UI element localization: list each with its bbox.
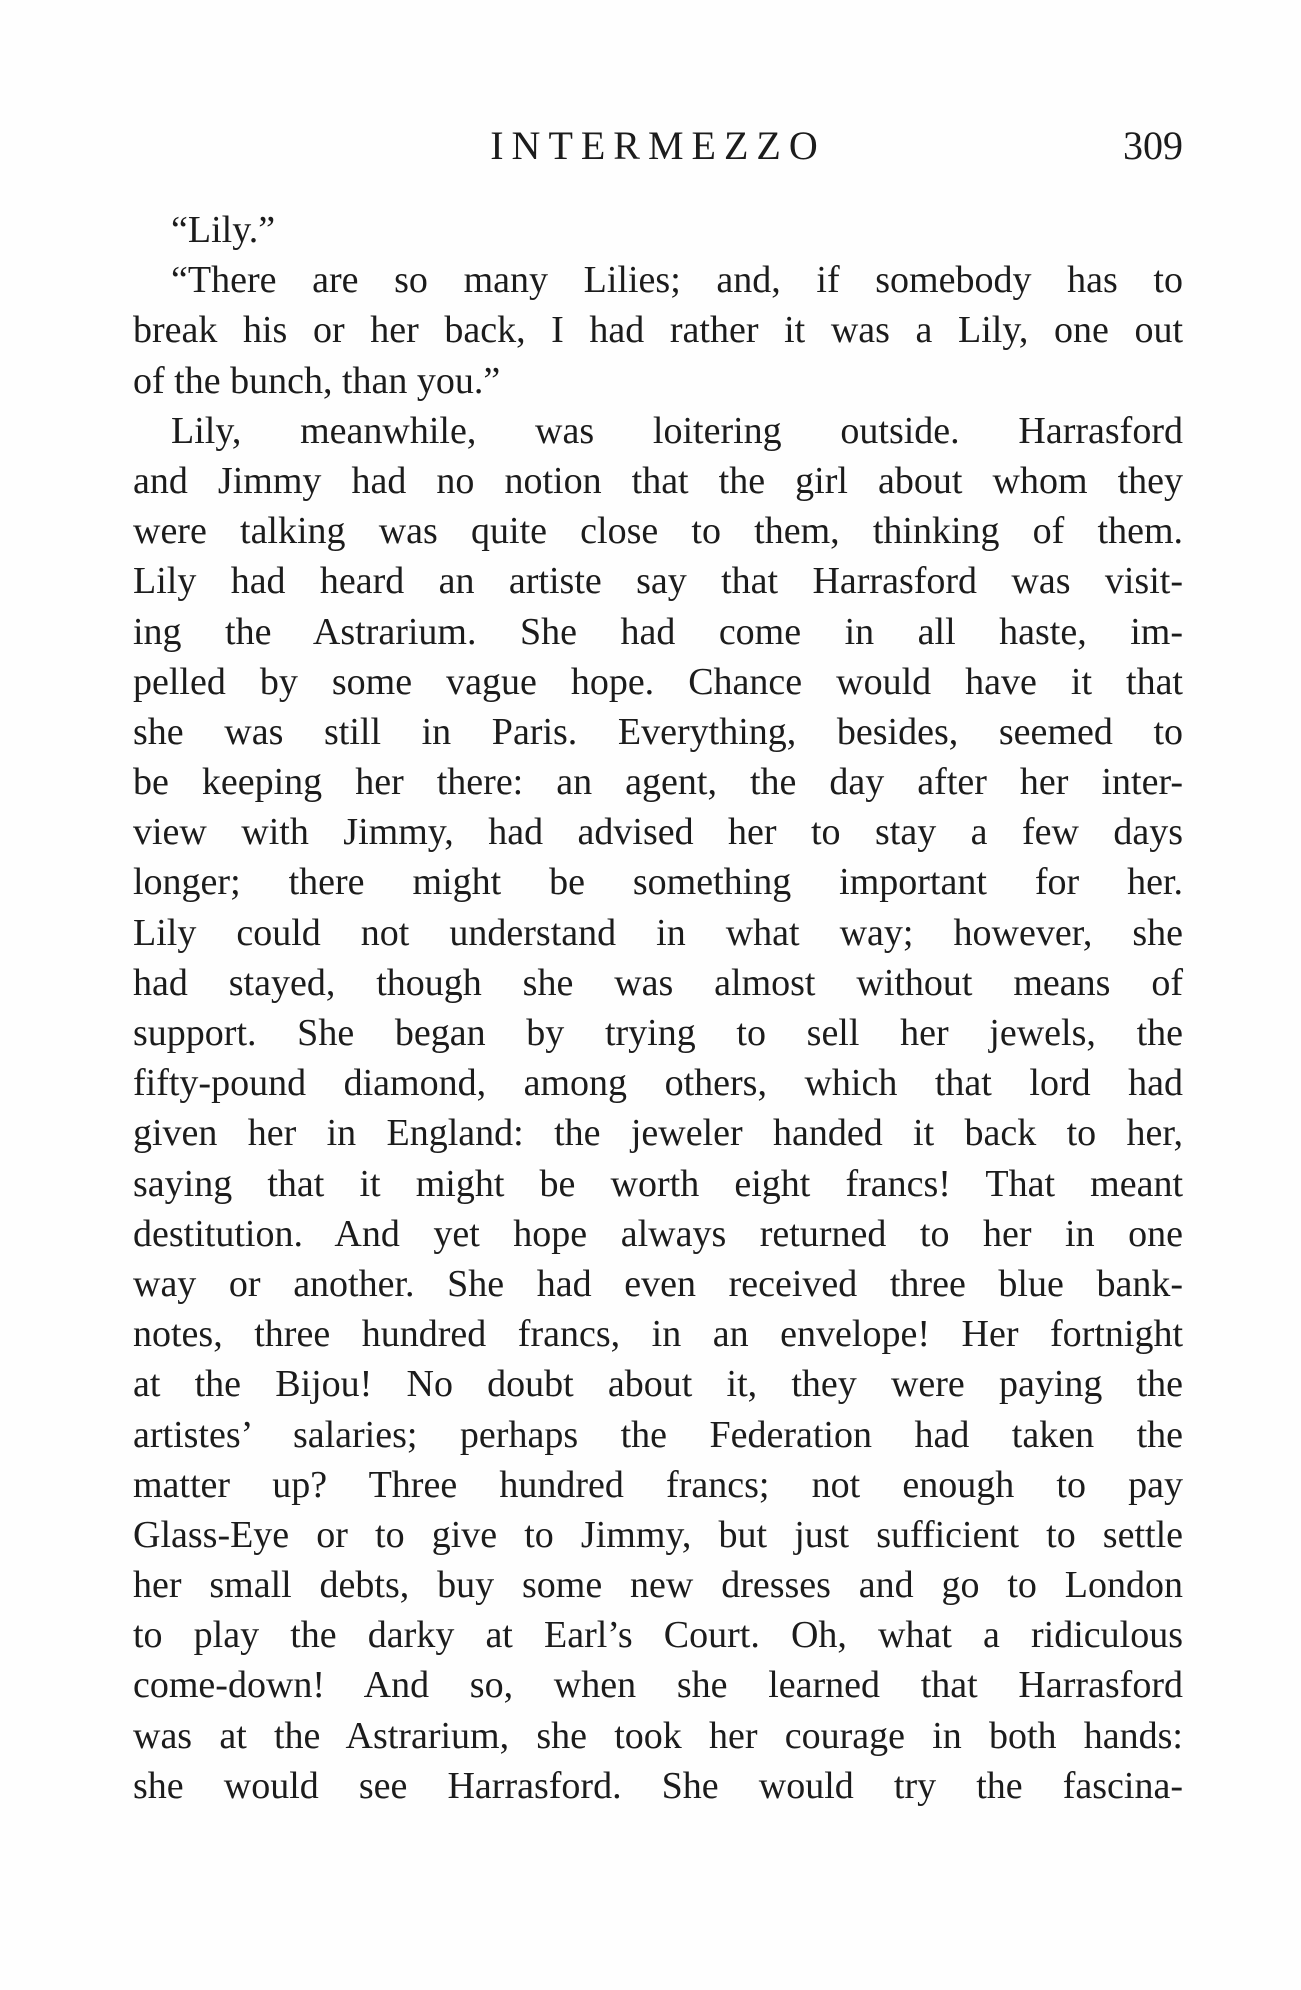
text-line: had stayed, though she was almost without means of (133, 961, 1183, 1004)
text-line: of the bunch, than you.” (133, 359, 501, 402)
text-line: she would see Harrasford. She would try the fascina- (133, 1764, 1183, 1807)
text-line: way or another. She had even received three blue bank- (133, 1262, 1183, 1305)
text-line: “There are so many Lilies; and, if somebody has to (171, 259, 1183, 302)
text-line: matter up? Three hundred francs; not enough to pay (133, 1463, 1183, 1506)
text-line: artistes’ salaries; perhaps the Federation had taken the (133, 1413, 1183, 1456)
text-line: ing the Astrarium. She had come in all haste, im- (133, 610, 1183, 653)
text-line: Glass-Eye or to give to Jimmy, but just sufficient to settle (133, 1513, 1183, 1556)
text-line: notes, three hundred francs, in an envelope! Her fortnight (133, 1313, 1183, 1356)
text-line: fifty-pound diamond, among others, which that lord had (133, 1062, 1183, 1105)
text-line: was at the Astrarium, she took her courage in both hands: (133, 1714, 1183, 1757)
page-header (133, 122, 1183, 182)
text-line: to play the darky at Earl’s Court. Oh, what a ridiculous (133, 1614, 1183, 1657)
text-line: Lily had heard an artiste say that Harrasford was visit- (133, 560, 1183, 603)
text-line: she was still in Paris. Everything, besides, seemed to (133, 710, 1183, 753)
text-line: “Lily.” (171, 209, 276, 251)
text-line: come-down! And so, when she learned that Harrasford (133, 1664, 1183, 1707)
text-line: Lily, meanwhile, was loitering outside. Harrasford (171, 409, 1183, 452)
text-line: pelled by some vague hope. Chance would have it that (133, 660, 1183, 703)
text-line: support. She began by trying to sell her jewels, the (133, 1012, 1183, 1054)
text-line: were talking was quite close to them, thinking of them. (133, 510, 1183, 553)
running-title: INTERMEZZO (490, 123, 826, 168)
text-line: view with Jimmy, had advised her to stay a few days (133, 811, 1183, 854)
text-line: destitution. And yet hope always returned to her in one (133, 1212, 1183, 1255)
page-number: 309 (1123, 123, 1183, 168)
body-text (133, 205, 1183, 1811)
text-line: given her in England: the jeweler handed it back to her, (133, 1112, 1183, 1155)
text-line: be keeping her there: an agent, the day after her inter- (133, 761, 1183, 804)
text-line: at the Bijou! No doubt about it, they were paying the (133, 1363, 1183, 1406)
text-line: saying that it might be worth eight francs! That meant (133, 1162, 1183, 1205)
text-line: and Jimmy had no notion that the girl about whom they (133, 459, 1183, 502)
text-line: Lily could not understand in what way; however, she (133, 911, 1183, 954)
text-line: longer; there might be something important for her. (133, 861, 1183, 904)
text-line: her small debts, buy some new dresses and go to London (133, 1564, 1183, 1607)
text-line: break his or her back, I had rather it was a Lily, one out (133, 309, 1183, 352)
